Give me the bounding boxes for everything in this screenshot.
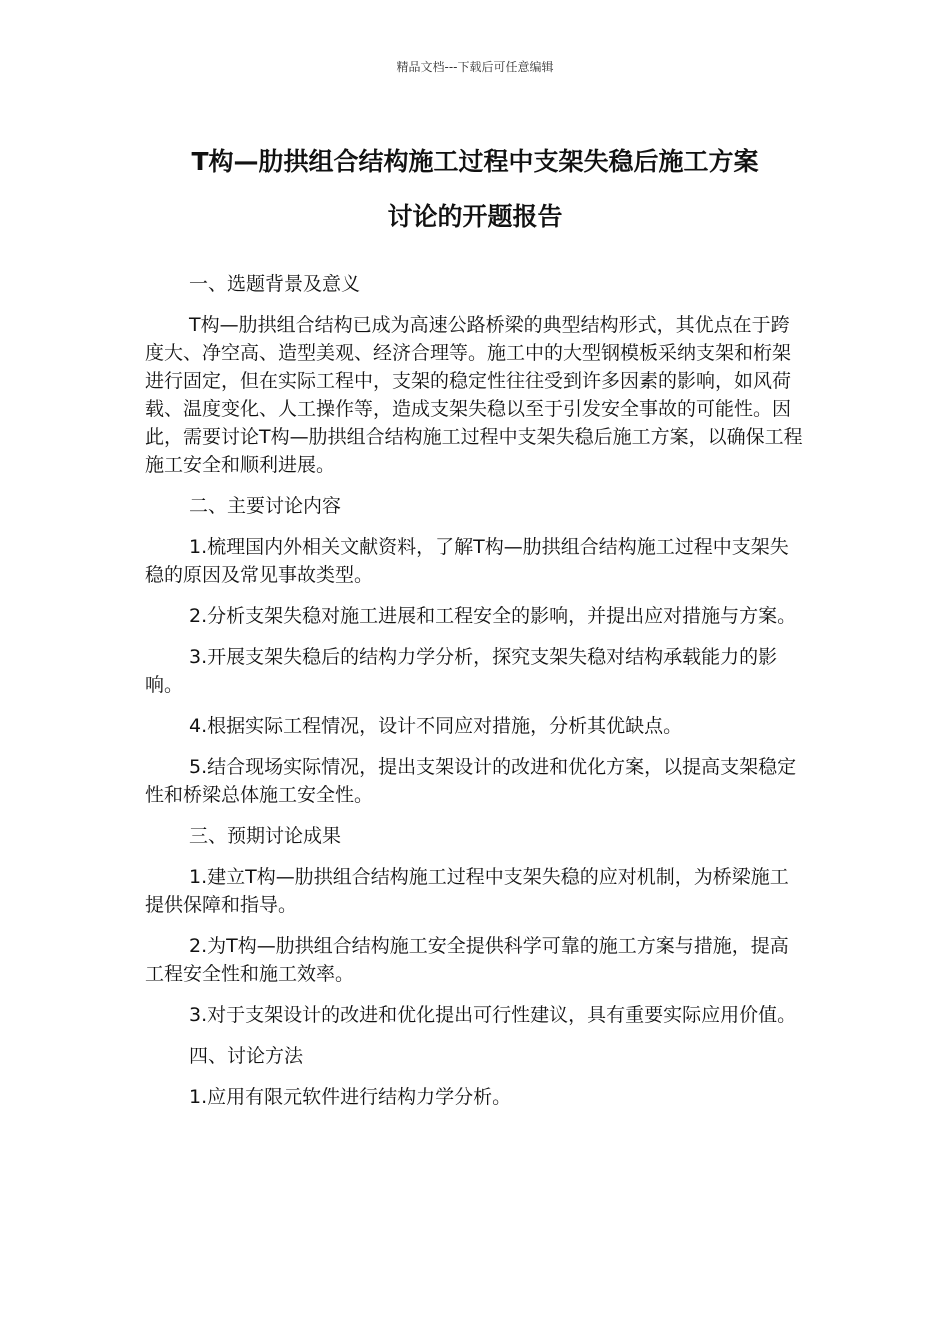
document-title (0, 134, 950, 244)
document-title-line-1: T构—肋拱组合结构施工过程中支架失稳后施工方案 (191, 147, 759, 176)
document-title-line-2: 讨论的开题报告 (387, 202, 563, 231)
list-item: 1.梳理国内外相关文献资料，了解T构—肋拱组合结构施工过程中支架失稳的原因及常见事故类型。 (145, 536, 789, 586)
page-header: 精品文档---下载后可任意编辑 (396, 60, 554, 74)
section-heading-research-content: 二、主要讨论内容 (189, 495, 342, 517)
document-body (145, 270, 805, 1124)
paragraph: T构—肋拱组合结构已成为高速公路桥梁的典型结构形式，其优点在于跨度大、净空高、造型美观、经济合理等。施工中的大型钢模板采纳支架和桁架进行固定，但在实际工程中，支架的稳定性往往受到许多因素的影响，如风荷载、温度变化、人工操作等，造成支架失稳以至于引发安全事故的可能性。因此，需要讨论T构—肋拱组合结构施工过程中支架失稳后施工方案，以确保工程施工安全和顺利进展。 (145, 314, 803, 476)
list-item: 2.为T构—肋拱组合结构施工安全提供科学可靠的施工方案与措施，提高工程安全性和施工效率。 (145, 935, 789, 985)
list-item: 4.根据实际工程情况，设计不同应对措施，分析其优缺点。 (189, 715, 683, 737)
section-heading-methods: 四、讨论方法 (189, 1045, 304, 1067)
section-heading-expected-results: 三、预期讨论成果 (189, 825, 342, 847)
list-item: 1.应用有限元软件进行结构力学分析。 (189, 1086, 512, 1108)
list-item: 3.对于支架设计的改进和优化提出可行性建议，具有重要实际应用价值。 (189, 1004, 797, 1026)
list-item: 2.分析支架失稳对施工进展和工程安全的影响，并提出应对措施与方案。 (189, 605, 797, 627)
list-item: 5.结合现场实际情况，提出支架设计的改进和优化方案，以提高支架稳定性和桥梁总体施工安全性。 (145, 756, 797, 806)
section-heading-background: 一、选题背景及意义 (189, 273, 361, 295)
list-item: 3.开展支架失稳后的结构力学分析，探究支架失稳对结构承载能力的影响。 (145, 646, 778, 696)
list-item: 1.建立T构—肋拱组合结构施工过程中支架失稳的应对机制，为桥梁施工提供保障和指导。 (145, 866, 789, 916)
